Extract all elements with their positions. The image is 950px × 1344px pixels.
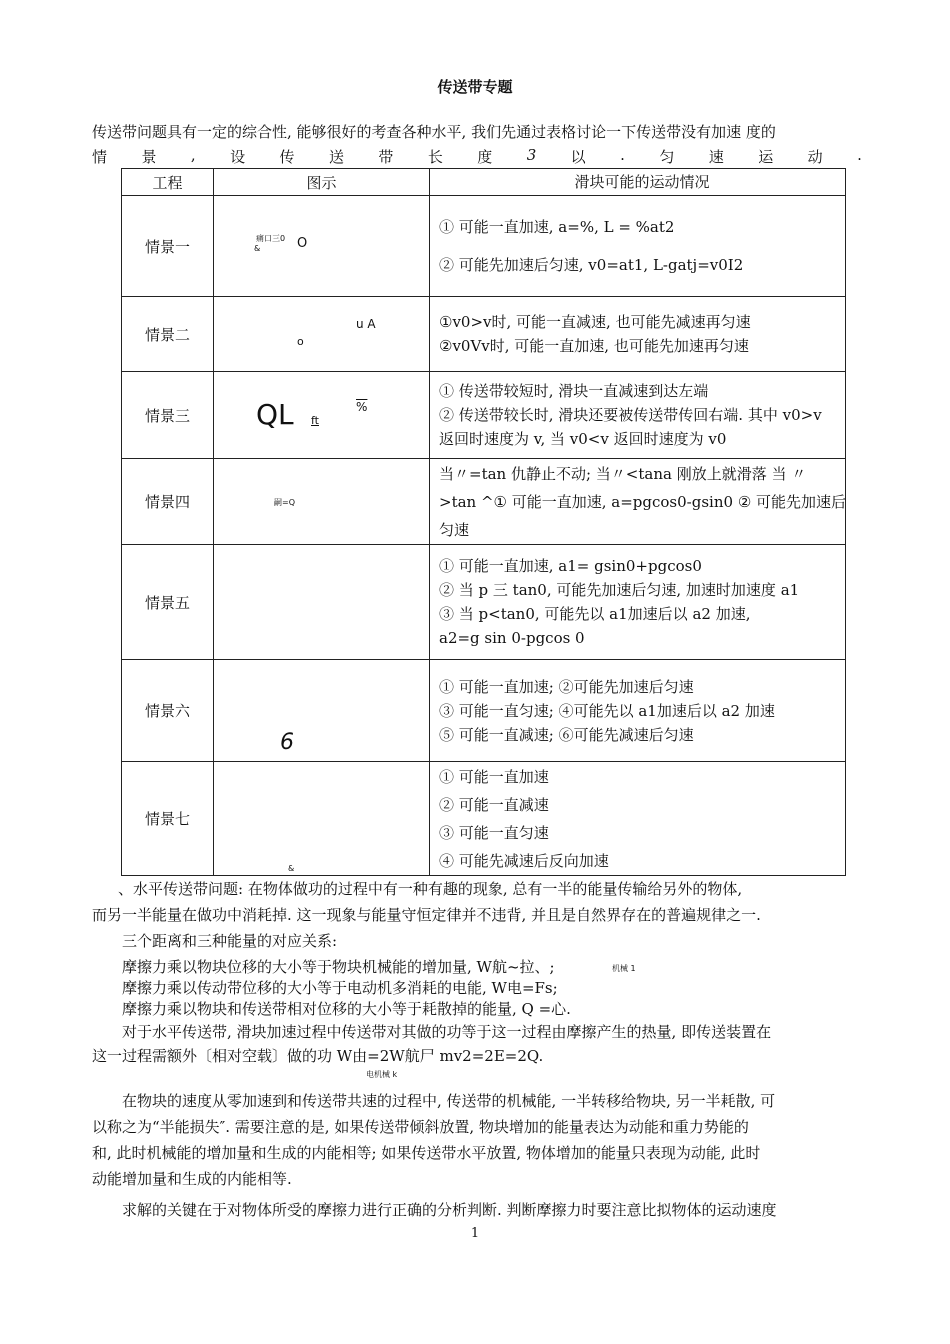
page-title: 传送带专题 (437, 78, 513, 96)
intro-word: . (857, 146, 862, 164)
row-label: 情景五 (122, 545, 214, 660)
intro-word: 景 (141, 148, 157, 166)
row-figure (214, 459, 430, 545)
row-figure (214, 660, 430, 762)
body-paragraph: 而另一半能量在做功中消耗掉. 这一现象与能量守恒定律并不违背, 并且是自然界存在的普遍规律之一. (92, 906, 761, 924)
page-number: 1 (470, 1226, 480, 1241)
intro-line-1: 传送带问题具有一定的综合性, 能够很好的考查各种水平, 我们先通过表格讨论一下传送带没有加速 度的 (92, 123, 776, 141)
intro-word: 运 (758, 148, 774, 166)
figure-mark: u A (356, 317, 376, 331)
motion-line: ② 可能一直减速 (439, 795, 549, 814)
body-paragraph: 对于水平传送带, 滑块加速过程中传送带对其做的功等于这一过程由摩擦产生的热量, 即传送装置在 (122, 1023, 772, 1041)
row-figure (214, 545, 430, 660)
row-figure (214, 762, 430, 876)
motion-line: 当〃=tan 仇静止不动; 当〃<tana 刚放上就滑落 当 〃 (439, 464, 807, 483)
figure-note: & (288, 864, 295, 873)
motion-line: ① 传送带较短时, 滑块一直减速到达左端 (439, 382, 709, 400)
table-row (122, 372, 846, 459)
header-motion: 滑块可能的运动情况 (430, 169, 846, 196)
motion-line: ④ 可能先减速后反向加速 (439, 851, 609, 870)
intro-line-2 (92, 146, 862, 167)
motion-line: a2=g sin 0-pgcos 0 (439, 629, 585, 647)
body-paragraph: 以称之为“半能损失″. 需要注意的是, 如果传送带倾斜放置, 物块增加的能量表达为动能和重力势能的 (92, 1118, 749, 1136)
intro-word: , (190, 146, 196, 164)
motion-line: 匀速 (439, 520, 470, 539)
motion-line: ⑤ 可能一直减速; ⑥可能先减速后匀速 (439, 725, 694, 744)
motion-line: ② 当 p 三 tan0, 可能先加速后匀速, 加速时加速度 a1 (439, 581, 800, 599)
intro-word: 动 (807, 148, 823, 166)
row-motion (430, 762, 846, 876)
row-label: 情景六 (122, 660, 214, 762)
motion-line: ②v0Vv时, 可能一直加速, 也可能先加速再匀速 (439, 337, 749, 355)
intro-word: 匀 (659, 148, 675, 166)
figure-mark: 6 (280, 730, 294, 755)
figure-mark: o (297, 335, 304, 348)
row-figure (214, 297, 430, 372)
motion-line: >tan ^① 可能一直加速, a=pgcos0-gsin0 ② 可能先加速后 (439, 492, 847, 511)
body-paragraph: 和, 此时机械能的增加量和生成的内能相等; 如果传送带水平放置, 物体增加的能量只表现为动能, 此时 (92, 1144, 761, 1162)
figure-note: 痛口三0 (256, 234, 286, 243)
body-paragraph: 在物块的速度从零加速到和传送带共速的过程中, 传送带的机械能, 一半转移给物块, 另一半耗散, 可 (122, 1092, 776, 1110)
body-paragraph: 摩擦力乘以物块位移的大小等于物块机械能的增加量, W航~拉、; (122, 958, 555, 976)
figure-mark: ft (311, 414, 319, 427)
intro-word: 设 (230, 148, 246, 166)
body-subscript: 电机械 k (366, 1070, 398, 1079)
scenario-table (121, 168, 846, 876)
row-motion (430, 459, 846, 545)
row-label: 情景三 (122, 372, 214, 459)
row-motion (430, 660, 846, 762)
motion-line: ① 可能一直加速 (439, 767, 549, 786)
header-project: 工程 (122, 169, 214, 196)
row-motion (430, 297, 846, 372)
row-motion (430, 372, 846, 459)
header-figure: 图示 (214, 169, 430, 196)
body-paragraph: 摩擦力乘以传动带位移的大小等于电动机多消耗的电能, W电=Fs; (122, 979, 558, 997)
motion-line: ② 可能先加速后匀速, v0=at1, L-gatj=v0I2 (439, 256, 744, 274)
body-paragraph: 摩擦力乘以物块和传送带相对位移的大小等于耗散掉的能量, Q =心. (122, 1000, 571, 1018)
row-label: 情景四 (122, 459, 214, 545)
motion-line: ① 可能一直加速, a=%, L = %at2 (439, 218, 675, 236)
row-figure (214, 372, 430, 459)
table-header-row (122, 169, 846, 196)
motion-line: 返回时速度为 v, 当 v0<v 返回时速度为 v0 (439, 430, 727, 448)
intro-word: 长 (427, 148, 443, 166)
figure-note: & (254, 244, 261, 253)
body-paragraph: 动能增加量和生成的内能相等. (92, 1170, 292, 1188)
table-row (122, 545, 846, 660)
body-paragraph: 三个距离和三种能量的对应关系: (122, 932, 338, 950)
motion-line: ③ 当 p<tan0, 可能先以 a1加速后以 a2 加速, (439, 605, 751, 623)
intro-word: 传 (279, 148, 295, 166)
table-row (122, 459, 846, 545)
table-row (122, 196, 846, 297)
body-subscript: 机械 1 (612, 964, 636, 973)
intro-word: 带 (378, 148, 394, 166)
row-label: 情景七 (122, 762, 214, 876)
motion-line: ①v0>v时, 可能一直减速, 也可能先减速再匀速 (439, 313, 751, 331)
body-paragraph: 求解的关键在于对物体所受的摩擦力进行正确的分析判断. 判断摩擦力时要注意比拟物体的运动速度 (122, 1201, 777, 1219)
intro-word: 3 (526, 146, 537, 164)
table-row (122, 762, 846, 876)
intro-word: 以 (570, 148, 586, 166)
motion-line: ③ 可能一直匀速 (439, 823, 549, 842)
row-figure (214, 196, 430, 297)
intro-word: 情 (92, 148, 108, 166)
motion-line: ③ 可能一直匀速; ④可能先以 a1加速后以 a2 加速 (439, 701, 775, 720)
motion-line: ① 可能一直加速, a1= gsin0+pgcos0 (439, 557, 702, 575)
intro-word: 送 (328, 148, 344, 166)
figure-note: 嗣=Q (274, 498, 295, 507)
row-motion (430, 545, 846, 660)
figure-mark: O (297, 236, 308, 251)
motion-line: ① 可能一直加速; ②可能先加速后匀速 (439, 677, 694, 696)
table-row (122, 297, 846, 372)
figure-mark: % (356, 400, 368, 414)
body-paragraph: 这一过程需额外〔相对空载〕做的功 W由=2W航尸 mv2=2E=2Q. (92, 1047, 544, 1065)
intro-word: 速 (708, 148, 724, 166)
motion-line: ② 传送带较长时, 滑块还要被传送带传回右端. 其中 v0>v (439, 406, 822, 424)
table-row (122, 660, 846, 762)
row-label: 情景二 (122, 297, 214, 372)
intro-word: . (620, 146, 625, 164)
row-label: 情景一 (122, 196, 214, 297)
intro-word: 度 (477, 148, 493, 166)
figure-mark: QL (256, 398, 294, 431)
body-paragraph: 、水平传送带问题: 在物体做功的过程中有一种有趣的现象, 总有一半的能量传输给另外的物体, (118, 880, 743, 898)
row-motion (430, 196, 846, 297)
